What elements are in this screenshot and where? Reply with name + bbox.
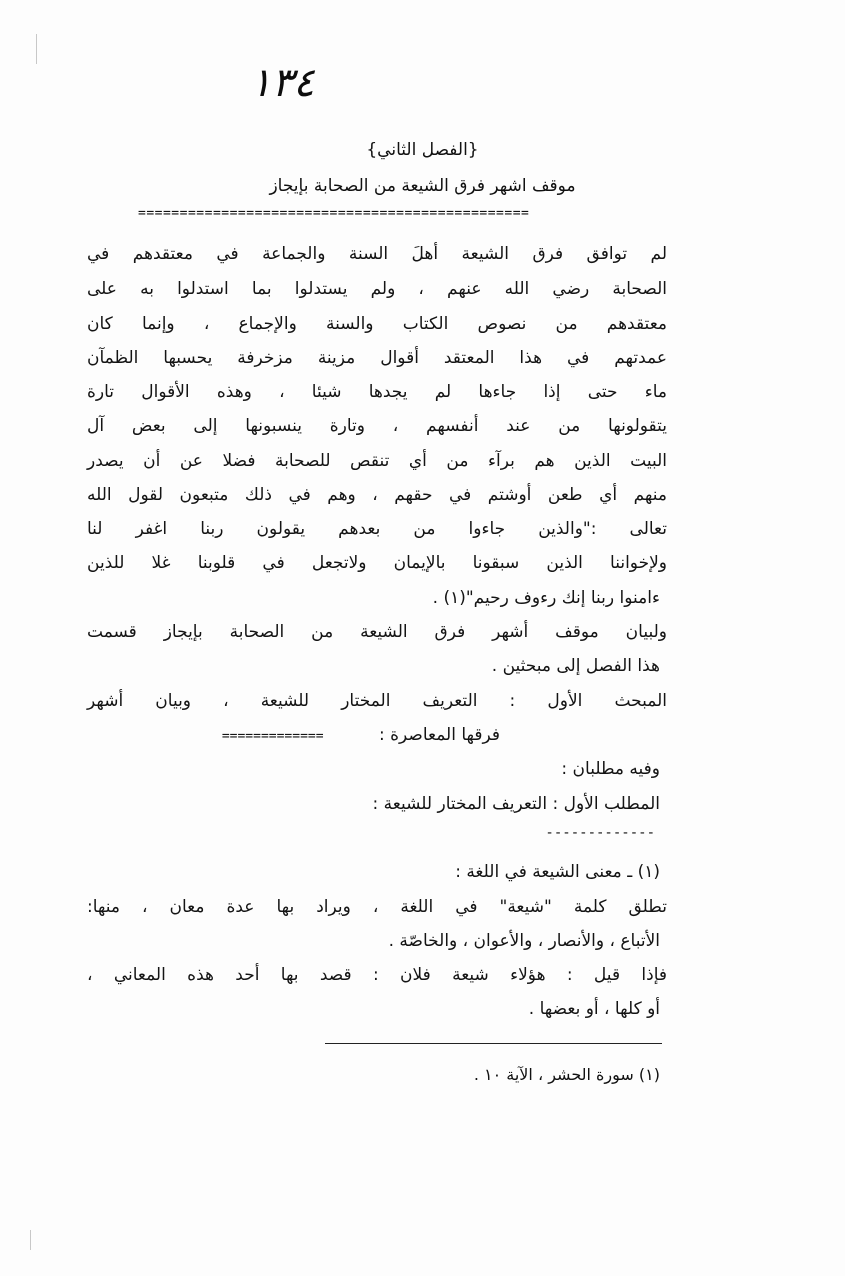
scan-margin-mark	[36, 34, 37, 64]
mabhath-heading-text: فرقها المعاصرة :	[378, 725, 500, 745]
paragraph-line: يتقولونها من عند أنفسهم ، وتارة ينسبونها إلى بعض آل	[87, 416, 667, 436]
paragraph-line: هذا الفصل إلى مبحثين .	[491, 656, 660, 676]
section-title: موقف اشهر فرق الشيعة من الصحابة بإيجاز	[269, 176, 576, 196]
paragraph-line: ماء حتى إذا جاءها لم يجدها شيئا ، وهذه الأقوال تارة	[87, 382, 667, 402]
mabhath-separator: =============	[221, 729, 324, 744]
scan-margin-mark	[30, 1230, 31, 1250]
paragraph-line: الصحابة رضي الله عنهم ، ولم يستدلوا بما استدلوا به على	[87, 279, 667, 299]
footnote-rule	[325, 1043, 662, 1044]
title-separator: ===============================================	[138, 206, 530, 221]
paragraph-line: تطلق كلمة "شيعة" في اللغة ، ويراد بها عدة معان ، منها:	[87, 897, 667, 917]
paragraph-line: معتقدهم من نصوص الكتاب والسنة والإجماع ، وإنما كان	[87, 314, 667, 334]
paragraph-line: أو كلها ، أو بعضها .	[528, 999, 660, 1019]
footnote: (١) سورة الحشر ، الآية ١٠ .	[473, 1065, 660, 1084]
paragraph-line: منهم أي طعن أوشتم في حقهم ، وهم في ذلك متبعون لقول الله	[87, 485, 667, 505]
mabhath-heading-continued	[222, 723, 500, 749]
item-heading: (١) ـ معنى الشيعة في اللغة :	[455, 862, 660, 882]
paragraph-line: فإذا قيل : هؤلاء شيعة فلان : قصد بها أحد هذه المعاني ،	[87, 965, 667, 985]
paragraph-line: الأتباع ، والأنصار ، والأعوان ، والخاصّة .	[388, 931, 660, 951]
paragraph-line: ءامنوا ربنا إنك رءوف رحيم"(١) .	[432, 588, 660, 608]
paragraph-line: البيت الذين هم برآء من أي تنقص للصحابة فضلا عن أن يصدر	[87, 451, 667, 471]
matlab-separator: -------------	[545, 825, 655, 841]
page-number: ١٣٤	[250, 60, 315, 106]
paragraph-line: ولبيان موقف أشهر فرق الشيعة من الصحابة بإيجاز قسمت	[87, 622, 667, 642]
chapter-title: {الفصل الثاني}	[366, 140, 479, 160]
paragraph-line: عمدتهم في هذا المعتقد أقوال مزينة مزخرفة يحسبها الظمآن	[87, 348, 667, 368]
paragraph-line: لم توافق فرق الشيعة أهلَ السنة والجماعة في معتقدهم في	[87, 244, 667, 264]
paragraph-line: تعالى :"والذين جاءوا من بعدهم يقولون ربنا اغفر لنا	[87, 519, 667, 539]
mabhath-heading: المبحث الأول : التعريف المختار للشيعة ، وبيان أشهر	[87, 691, 667, 711]
paragraph-line: ولإخواننا الذين سبقونا بالإيمان ولاتجعل في قلوبنا غلا للذين	[87, 553, 667, 573]
contains-line: وفيه مطلبان :	[561, 759, 660, 779]
matlab-heading: المطلب الأول : التعريف المختار للشيعة :	[372, 794, 660, 814]
